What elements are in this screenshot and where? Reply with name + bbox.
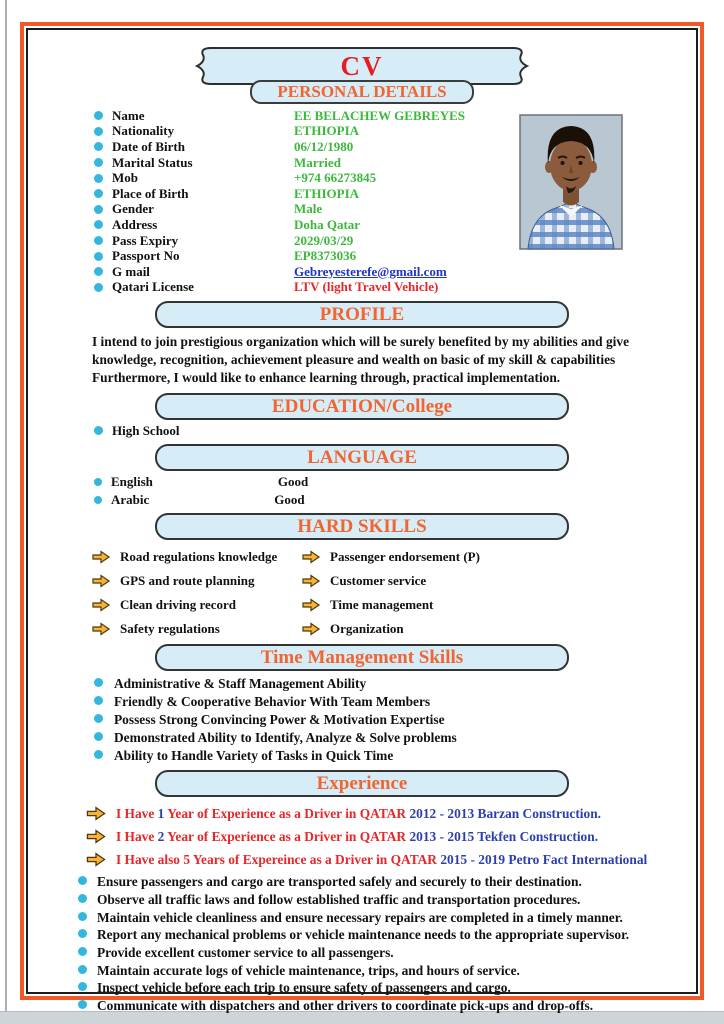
detail-label: Gender <box>112 201 154 217</box>
detail-label: Pass Expiry <box>112 232 179 248</box>
list-item <box>78 979 696 997</box>
profile-line: Furthermore, I would like to enhance learning through, practical implementation. <box>92 370 561 386</box>
skill-label: Passenger endorsement (P) <box>330 548 480 564</box>
detail-label: G mail <box>112 263 150 279</box>
bullet-dot-icon <box>94 158 103 167</box>
list-item-text: Administrative & Staff Management Ability <box>114 676 367 692</box>
list-item <box>78 962 696 980</box>
cv-document <box>26 28 698 1014</box>
bullet-dot-icon <box>94 714 103 723</box>
email-link[interactable]: Gebreyesterefe@gmail.com <box>294 263 447 279</box>
bullet-dot-icon <box>94 189 103 198</box>
bullet-dot-icon <box>78 876 87 885</box>
section-header-experience: Experience <box>155 770 569 797</box>
skill-label: Customer service <box>330 572 427 588</box>
list-item-text: Observe all traffic laws and follow established traffic and transportation procedures. <box>97 891 581 907</box>
skill-label: Safety regulations <box>120 620 220 636</box>
list-item-text: Maintain vehicle cleanliness and ensure necessary repairs are completed in a timely manner. <box>97 909 623 925</box>
arrow-icon <box>92 550 110 564</box>
list-item <box>78 891 696 909</box>
page-title: CV <box>340 50 384 81</box>
time-management-list <box>28 675 696 764</box>
detail-value: +974 66273845 <box>294 170 377 186</box>
education-item <box>28 423 696 438</box>
bullet-dot-icon <box>94 252 103 261</box>
list-item <box>94 675 696 692</box>
profile-paragraph <box>92 333 680 387</box>
list-item-text: Friendly & Cooperative Behavior With Team Members <box>114 694 431 710</box>
section-header-time-management: Time Management Skills <box>155 644 569 671</box>
list-item <box>78 997 696 1015</box>
skill-item <box>302 571 696 590</box>
bullet-dot-icon <box>78 982 87 991</box>
detail-value: EE BELACHEW GEBREYES <box>294 107 465 123</box>
detail-label: Address <box>112 216 158 232</box>
bullet-dot-icon <box>94 220 103 229</box>
list-item-text: Report any mechanical problems or vehicle maintenance needs to the appropriate supervisor. <box>97 927 630 943</box>
language-row <box>28 492 696 507</box>
bullet-dot-icon <box>94 236 103 245</box>
hard-skills-list <box>92 547 696 638</box>
bullet-dot-icon <box>94 496 102 504</box>
applicant-photo <box>516 112 626 252</box>
language-row <box>28 474 696 489</box>
bullet-dot-icon <box>94 696 103 705</box>
list-item-text: Maintain accurate logs of vehicle maintenance, trips, and hours of service. <box>97 962 520 978</box>
list-item <box>94 729 696 746</box>
detail-row <box>94 280 696 296</box>
arrow-icon <box>302 574 320 588</box>
list-item-text: Ability to Handle Variety of Tasks in Quick Time <box>114 748 394 764</box>
arrow-icon <box>86 829 106 844</box>
list-item-text: Inspect vehicle before each trip to ensure safety of passengers and cargo. <box>97 980 511 996</box>
skill-label: Organization <box>330 620 404 636</box>
experience-duties-list <box>78 873 696 1015</box>
bullet-dot-icon <box>94 174 103 183</box>
list-item-text: Provide excellent customer service to all passengers. <box>97 944 394 960</box>
bullet-dot-icon <box>78 912 87 921</box>
page-border-frame <box>20 22 704 1014</box>
arrow-icon <box>86 806 106 821</box>
list-item <box>94 747 696 764</box>
skill-item <box>92 619 302 638</box>
license-value: LTV (light Travel Vehicle) <box>294 279 439 295</box>
language-name: Arabic <box>111 491 150 507</box>
skill-item <box>92 547 302 566</box>
detail-label: Date of Birth <box>112 138 185 154</box>
bullet-dot-icon <box>78 929 87 938</box>
skill-label: GPS and route planning <box>120 572 255 588</box>
skill-label: Road regulations knowledge <box>120 548 278 564</box>
section-header-education: EDUCATION/College <box>155 393 569 420</box>
skill-item <box>302 547 696 566</box>
bullet-dot-icon <box>78 947 87 956</box>
detail-row <box>94 264 696 280</box>
experience-text: I Have 1 Year of Experience as a Driver in QATAR 2012 - 2013 Barzan Construction. <box>116 805 602 821</box>
language-level: Good <box>274 491 305 507</box>
detail-value: ETHIOPIA <box>294 185 360 201</box>
detail-value: 2029/03/29 <box>294 232 354 248</box>
bullet-dot-icon <box>94 678 103 687</box>
arrow-icon <box>86 852 106 867</box>
bullet-dot-icon <box>94 750 103 759</box>
bullet-dot-icon <box>78 894 87 903</box>
list-item <box>94 711 696 728</box>
bullet-dot-icon <box>94 111 103 120</box>
arrow-icon <box>92 598 110 612</box>
skill-label: Time management <box>330 596 434 612</box>
bullet-dot-icon <box>94 205 103 214</box>
skill-item <box>92 571 302 590</box>
detail-value: EP8373036 <box>294 248 357 264</box>
bullet-dot-icon <box>94 267 103 276</box>
list-item-text: Possess Strong Convincing Power & Motivation Expertise <box>114 712 445 728</box>
profile-line: I intend to join prestigious organization which will be surely benefited by my abilities and give <box>92 334 630 350</box>
bullet-dot-icon <box>78 965 87 974</box>
experience-text: I Have also 5 Years of Expereince as a Driver in QATAR 2015 - 2019 Petro Fact International <box>116 851 648 867</box>
list-item <box>78 944 696 962</box>
arrow-icon <box>302 622 320 636</box>
list-item <box>78 873 696 891</box>
bullet-dot-icon <box>94 426 103 435</box>
detail-value: Married <box>294 154 341 170</box>
detail-label: Passport No <box>112 248 180 264</box>
bullet-dot-icon <box>94 127 103 136</box>
arrow-icon <box>302 550 320 564</box>
profile-line: knowledge, recognition, achievement pleasure and wealth on basic of my skill & capabilities <box>92 352 616 368</box>
section-header-hard-skills: HARD SKILLS <box>155 513 569 540</box>
detail-label: Place of Birth <box>112 185 189 201</box>
list-item <box>78 909 696 927</box>
skill-label: Clean driving record <box>120 596 237 612</box>
list-item-text: Ensure passengers and cargo are transported safely and securely to their destination. <box>97 874 582 890</box>
bullet-dot-icon <box>94 732 103 741</box>
bullet-dot-icon <box>78 1000 87 1009</box>
bullet-dot-icon <box>94 283 103 292</box>
section-header-language: LANGUAGE <box>155 444 569 471</box>
detail-label: Qatari License <box>112 279 194 295</box>
skill-item <box>302 595 696 614</box>
list-item-text: Demonstrated Ability to Identify, Analyze & Solve problems <box>114 730 457 746</box>
scan-edge-line <box>5 0 7 1012</box>
list-item <box>94 693 696 710</box>
experience-entry <box>86 802 696 825</box>
experience-entries <box>86 802 696 871</box>
education-label: High School <box>112 422 180 438</box>
arrow-icon <box>92 622 110 636</box>
experience-entry <box>86 825 696 848</box>
detail-value: ETHIOPIA <box>294 123 360 139</box>
detail-label: Marital Status <box>112 154 193 170</box>
section-header-personal-details: PERSONAL DETAILS <box>250 80 474 104</box>
arrow-icon <box>92 574 110 588</box>
bullet-dot-icon <box>94 142 103 151</box>
skill-item <box>92 595 302 614</box>
detail-label: Nationality <box>112 123 175 139</box>
list-item <box>78 926 696 944</box>
detail-value: Male <box>294 201 323 217</box>
arrow-icon <box>302 598 320 612</box>
list-item-text: Communicate with dispatchers and other drivers to coordinate pick-ups and drop-offs. <box>97 998 594 1014</box>
experience-text: I Have 2 Year of Experience as a Driver in QATAR 2013 - 2015 Tekfen Construction. <box>116 828 599 844</box>
detail-value: Doha Qatar <box>294 216 361 232</box>
detail-label: Mob <box>112 170 138 186</box>
section-header-profile: PROFILE <box>155 301 569 328</box>
language-name: English <box>111 473 153 489</box>
skill-item <box>302 619 696 638</box>
bullet-dot-icon <box>94 478 102 486</box>
language-level: Good <box>277 473 309 489</box>
detail-label: Name <box>112 107 145 123</box>
detail-value: 06/12/1980 <box>294 138 354 154</box>
experience-entry <box>86 848 696 871</box>
